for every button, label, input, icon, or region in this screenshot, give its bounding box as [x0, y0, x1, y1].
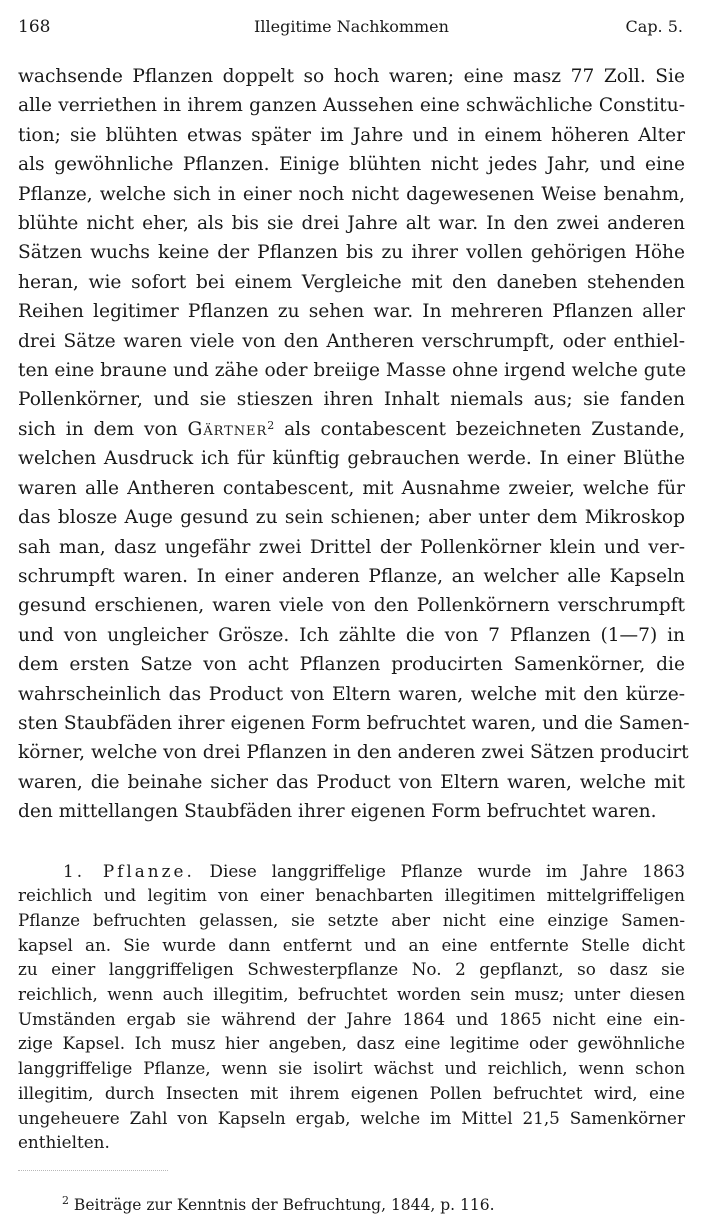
text-line: Reihen legitimer Pflanzen zu sehen war. In mehreren Pflanzen aller — [18, 301, 685, 323]
footnote-ref-2: 2 — [267, 418, 275, 432]
chapter-label: Cap. 5. — [625, 17, 683, 36]
note-line: enthielten. — [18, 1132, 110, 1153]
note-line: ungeheuere Zahl von Kapseln ergab, welche im Mittel 21,5 Samenkörner — [18, 1107, 685, 1128]
footnote-marker: 2 — [62, 1193, 69, 1207]
note-line: kapsel an. Sie wurde dann entfernt und an eine entfernte Stelle dicht — [18, 934, 685, 955]
text-line: alle verriethen in ihrem ganzen Aussehen eine schwächliche Constitu- — [18, 95, 685, 117]
text-line-gaertner — [18, 415, 685, 444]
note-first-rest: Diese langgriffelige Pflanze wurde im Jahre 1863 — [194, 860, 685, 881]
text-line: drei Sätze waren viele von den Antheren verschrumpft, oder enthiel- — [18, 330, 685, 352]
text-line: sah man, dasz ungefähr zwei Drittel der Pollenkörner klein und ver- — [18, 536, 685, 558]
text-line: körner, welche von drei Pflanzen in den anderen zwei Sätzen producirt — [18, 742, 689, 764]
author-name-gaertner: Gärtner — [187, 418, 268, 440]
main-text — [18, 62, 690, 827]
text-line: wahrscheinlich das Product von Eltern waren, welche mit den kürze- — [18, 683, 685, 705]
text-line: Pflanze, welche sich in einer noch nicht dagewesenen Weise benahm, — [18, 183, 685, 205]
text-line: schrumpft waren. In einer anderen Pflanze, an welcher alle Kapseln — [18, 565, 685, 587]
note-line: reichlich und legitim von einer benachbarten illegitimen mittelgriffeligen — [18, 885, 685, 906]
gaertner-before: sich in dem von — [18, 418, 188, 440]
footnote-divider — [18, 1170, 168, 1171]
note-line: zu einer langgriffeligen Schwesterpflanze No. 2 gepflanzt, so dasz sie — [18, 959, 685, 980]
text-line: ten eine braune und zähe oder breiige Masse ohne irgend welche gute — [18, 360, 687, 382]
book-page — [18, 14, 690, 1215]
text-line: Sätzen wuchs keine der Pflanzen bis zu ihrer vollen gehörigen Höhe — [18, 242, 685, 264]
footnote — [18, 1195, 685, 1215]
text-line: Pollenkörner, und sie stieszen ihren Inhalt niemals aus; sie fanden — [18, 389, 685, 411]
text-line: als gewöhnliche Pflanzen. Einige blühten nicht jedes Jahr, und eine — [18, 154, 685, 176]
plant-label: 1. Pflanze. — [63, 860, 195, 881]
note-line: reichlich, wenn auch illegitim, befruchtet worden sein musz; unter diesen — [18, 984, 685, 1005]
text-line: das blosze Auge gesund zu sein schienen; aber unter dem Mikroskop — [18, 507, 685, 529]
text-line: tion; sie blühten etwas später im Jahre und in einem höheren Alter — [18, 124, 685, 146]
text-line: waren alle Antheren contabescent, mit Ausnahme zweier, welche für — [18, 477, 685, 499]
page-number: 168 — [18, 17, 51, 37]
note-line: Pflanze befruchten gelassen, sie setzte aber nicht eine einzige Samen- — [18, 909, 685, 930]
running-header — [18, 14, 685, 40]
running-title: Illegitime Nachkommen — [254, 17, 449, 36]
text-line: den mittellangen Staubfäden ihrer eigenen Form befruchtet waren. — [18, 801, 657, 823]
note-line: Umständen ergab sie während der Jahre 1864 und 1865 nicht eine ein- — [18, 1008, 685, 1029]
text-line: gesund erschienen, waren viele von den Pollenkörnern verschrumpft — [18, 595, 685, 617]
note-line: zige Kapsel. Ich musz hier angeben, dasz eine legitime oder gewöhnliche — [18, 1033, 685, 1054]
text-line: welchen Ausdruck ich für künftig gebrauchen werde. In einer Blüthe — [18, 448, 685, 470]
text-line: und von ungleicher Grösze. Ich zählte die von 7 Pflanzen (1—7) in — [18, 624, 685, 646]
text-line: blühte nicht eher, als bis sie drei Jahre alt war. In den zwei anderen — [18, 213, 685, 235]
text-line: waren, die beinahe sicher das Product von Eltern waren, welche mit — [18, 771, 685, 793]
text-line: wachsende Pflanzen doppelt so hoch waren; eine masz 77 Zoll. Sie — [18, 66, 685, 87]
note-line: langgriffelige Pflanze, wenn sie isolirt wächst und reichlich, wenn schon — [18, 1058, 685, 1079]
note-line: illegitim, durch Insecten mit ihrem eigenen Pollen befruchtet wird, eine — [18, 1082, 685, 1103]
text-line: heran, wie sofort bei einem Vergleiche mit den daneben stehenden — [18, 271, 685, 293]
note-first-line — [18, 859, 685, 884]
plant-notes — [18, 859, 685, 1155]
footnote-text: Beiträge zur Kenntnis der Befruchtung, 1844, p. 116. — [69, 1196, 495, 1214]
text-line: dem ersten Satze von acht Pflanzen producirten Samenkörner, die — [18, 654, 685, 676]
text-line: sten Staubfäden ihrer eigenen Form befruchtet waren, und die Samen- — [18, 712, 690, 734]
gaertner-after: als contabescent bezeichneten Zustande, — [274, 418, 685, 440]
